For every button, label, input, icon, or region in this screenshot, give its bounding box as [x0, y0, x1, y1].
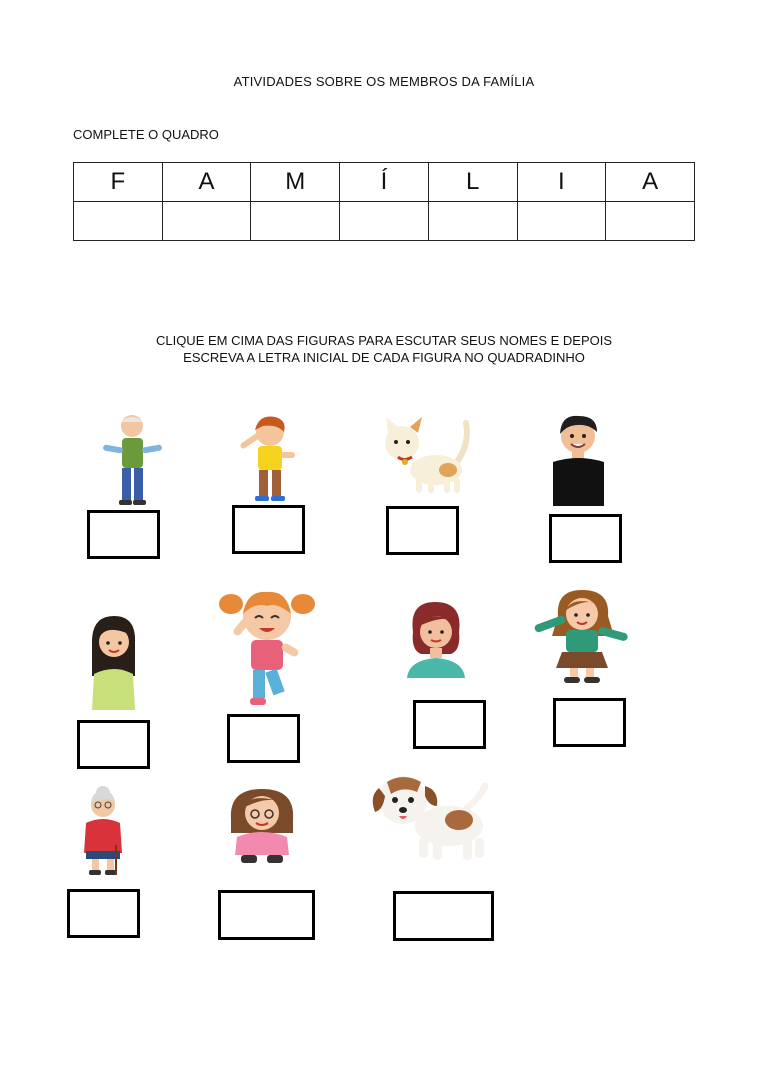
answer-box[interactable] [87, 510, 160, 559]
instructions-line-2: ESCREVA A LETRA INICIAL DE CADA FIGURA NO QUADRADINHO [183, 350, 585, 365]
answer-cell[interactable] [606, 202, 695, 241]
answer-cell[interactable] [428, 202, 517, 241]
little-girl-pigtails-icon[interactable] [217, 584, 317, 712]
answer-box[interactable] [77, 720, 150, 769]
grandfather-icon[interactable] [95, 410, 170, 510]
mother-icon[interactable] [405, 598, 467, 678]
answer-box[interactable] [386, 506, 459, 555]
answer-box[interactable] [553, 698, 626, 747]
instructions-line-1: CLIQUE EM CIMA DAS FIGURAS PARA ESCUTAR SEUS NOMES E DEPOIS [155, 333, 613, 348]
section-subtitle: COMPLETE O QUADRO [73, 127, 219, 142]
letter-cell: Í [340, 163, 429, 202]
answer-cell[interactable] [340, 202, 429, 241]
answer-box[interactable] [218, 890, 315, 940]
page-title: ATIVIDADES SOBRE OS MEMBROS DA FAMÍLIA [233, 74, 535, 89]
dog-icon[interactable] [367, 766, 489, 864]
sister-icon[interactable] [223, 785, 301, 865]
letter-cell: F [74, 163, 163, 202]
answer-box[interactable] [549, 514, 622, 563]
letter-cell: I [517, 163, 606, 202]
letter-cell: M [251, 163, 340, 202]
answer-box[interactable] [232, 505, 305, 554]
answer-box[interactable] [413, 700, 486, 749]
answer-cell[interactable] [251, 202, 340, 241]
letter-cell: A [606, 163, 695, 202]
answer-box[interactable] [393, 891, 494, 941]
answer-box[interactable] [67, 889, 140, 938]
cat-icon[interactable] [378, 415, 473, 497]
boy-icon[interactable] [233, 410, 303, 505]
letters-row [74, 163, 695, 202]
answer-box[interactable] [227, 714, 300, 763]
girl-long-hair-icon[interactable] [86, 612, 141, 710]
answer-cell[interactable] [517, 202, 606, 241]
young-man-icon[interactable] [547, 410, 610, 506]
family-word-table [73, 162, 695, 241]
letter-cell: L [428, 163, 517, 202]
letter-cell: A [162, 163, 251, 202]
answer-cell[interactable] [162, 202, 251, 241]
instructions [0, 332, 768, 366]
answers-row [74, 202, 695, 241]
answer-cell[interactable] [74, 202, 163, 241]
grandmother-icon[interactable] [78, 785, 128, 877]
girl-waving-icon[interactable] [530, 586, 635, 686]
